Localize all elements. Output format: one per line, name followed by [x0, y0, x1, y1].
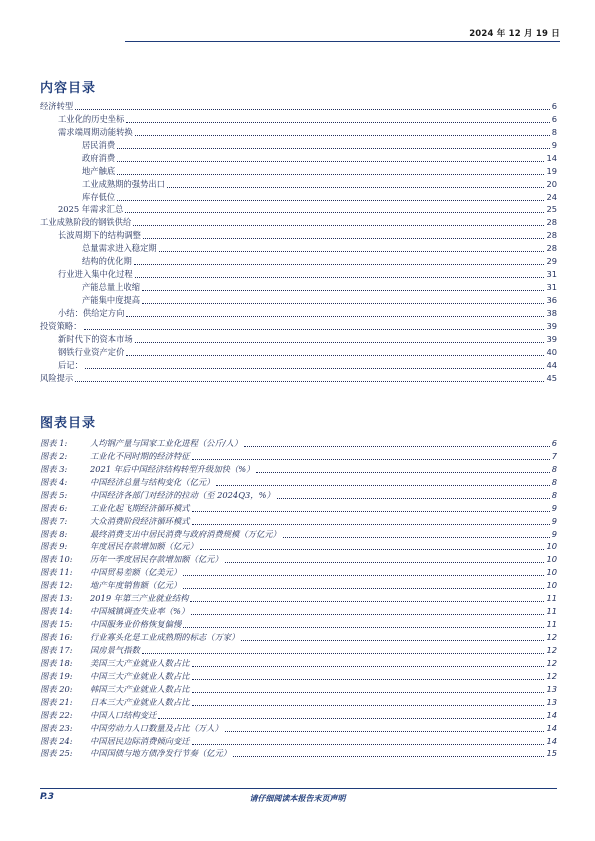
leader-dots	[159, 241, 545, 252]
figure-label: 行业寡头化是工业成熟期的标志（万家）	[90, 632, 240, 642]
figure-page: 14	[546, 709, 557, 720]
toc-entry-label: 钢铁行业资产定价	[58, 346, 125, 357]
figure-number: 图表 13:	[40, 593, 73, 604]
figure-entry[interactable]	[40, 565, 557, 578]
figure-entry[interactable]	[40, 721, 557, 734]
leader-dots	[200, 539, 545, 550]
page-number: P.3	[40, 792, 54, 802]
toc-entry-label: 后记：	[58, 359, 83, 370]
leader-dots	[183, 565, 544, 576]
figure-page: 10	[546, 554, 557, 565]
leader-dots	[117, 138, 550, 149]
toc-entry[interactable]	[40, 215, 557, 228]
leader-dots	[143, 228, 544, 239]
toc-entry-label: 小结：供给定方向	[58, 307, 125, 318]
figure-label: 工业化起飞期经济循环模式	[90, 502, 190, 513]
figure-label: 中国居民边际消费倾向变迁	[90, 735, 190, 746]
toc-entry-label: 地产触底	[82, 165, 116, 176]
toc-entry[interactable]	[40, 203, 557, 216]
figure-number: 图表 19:	[40, 670, 73, 681]
figure-label: 中国人口结构变迁	[90, 709, 157, 720]
toc-title: 内容目录	[40, 81, 97, 96]
leader-dots	[142, 280, 544, 291]
figure-page: 8	[551, 489, 557, 500]
figure-entry[interactable]	[40, 462, 557, 475]
toc-entry-page: 14	[546, 152, 557, 163]
toc-entry-label: 工业成熟期的强势出口	[82, 178, 165, 189]
figure-entry[interactable]	[40, 643, 557, 656]
leader-dots	[183, 578, 544, 589]
figure-page: 8	[551, 476, 557, 487]
figure-entry[interactable]	[40, 695, 557, 708]
figure-number: 图表 17:	[40, 644, 73, 655]
leader-dots	[183, 617, 544, 628]
toc-entry-label: 新时代下的资本市场	[58, 333, 133, 344]
toc-entry-page: 39	[546, 333, 557, 344]
toc-entry-page: 28	[546, 243, 557, 254]
toc-entry-label: 工业化的历史坐标	[58, 113, 125, 124]
figure-label: 工业化不同时期的经济特征	[90, 450, 190, 461]
leader-dots	[283, 527, 550, 538]
leader-dots	[192, 682, 545, 693]
toc-entry-label: 总量需求进入稳定期	[82, 243, 157, 254]
toc-entry-page: 36	[546, 295, 557, 305]
toc-entry-label: 投资策略：	[40, 320, 82, 331]
figure-label: 最终消费支出中居民消费与政府消费规模（万亿元）	[90, 528, 281, 539]
figure-entry[interactable]	[40, 656, 557, 669]
leader-dots	[126, 112, 549, 123]
leader-dots	[117, 164, 544, 175]
figure-page: 11	[546, 606, 557, 617]
figure-page: 9	[551, 515, 557, 526]
leader-dots	[84, 319, 545, 330]
leader-dots	[233, 746, 544, 757]
toc-entry-page: 25	[546, 204, 557, 215]
toc-entry-page: 28	[546, 230, 557, 241]
figure-label: 2021 年后中国经济结构转型升级加快（%）	[90, 463, 255, 474]
figure-label: 2019 年第三产业就业结构	[90, 593, 189, 604]
toc-entry[interactable]	[40, 280, 557, 293]
leader-dots	[117, 190, 544, 201]
disclaimer-note: 请仔细阅读本报告末页声明	[249, 793, 346, 803]
figure-number: 图表 25:	[40, 748, 73, 759]
leader-dots	[167, 177, 544, 188]
figure-label: 地产年度销售额（亿元）	[90, 580, 182, 591]
figure-number: 图表 23:	[40, 722, 73, 733]
figure-entry[interactable]	[40, 514, 557, 527]
figure-entry[interactable]	[40, 604, 557, 617]
leader-dots	[117, 151, 544, 162]
figure-page: 14	[546, 722, 557, 733]
toc-entry-label: 2025 年需求汇总	[58, 204, 124, 215]
figure-label: 中国贸易差额（亿美元）	[90, 567, 182, 578]
figure-entry[interactable]	[40, 682, 557, 695]
toc-entry[interactable]	[40, 138, 557, 151]
figure-number: 图表 3:	[40, 463, 68, 474]
figure-entry[interactable]	[40, 630, 557, 643]
leader-dots	[125, 202, 544, 213]
leader-dots	[75, 99, 550, 110]
leader-dots	[225, 721, 545, 732]
leader-dots	[190, 591, 544, 602]
figure-number: 图表 9:	[40, 541, 68, 552]
leader-dots	[133, 215, 544, 226]
figure-page: 15	[546, 748, 557, 759]
figure-number: 图表 2:	[40, 450, 68, 461]
figure-page: 9	[551, 502, 557, 513]
toc-entry[interactable]	[40, 228, 557, 241]
figure-page: 11	[546, 619, 557, 630]
figure-label: 历年一季度居民存款增加额（亿元）	[90, 554, 223, 565]
figure-number: 图表 11:	[40, 567, 73, 578]
figure-label: 中国三大产业就业人数占比	[90, 670, 190, 681]
figure-entry[interactable]	[40, 449, 557, 462]
toc-entry-page: 38	[546, 307, 557, 318]
toc-entry-label: 政府消费	[82, 152, 116, 163]
toc-entry-page: 24	[546, 191, 557, 202]
figure-page: 12	[546, 632, 557, 642]
toc-entry-label: 工业成熟阶段的钢铁供给	[40, 217, 132, 228]
leader-dots	[216, 475, 549, 486]
leader-dots	[191, 604, 544, 615]
toc-entry-page: 28	[546, 217, 557, 228]
figure-page: 14	[546, 735, 557, 746]
figure-label: 人均钢产量与国家工业化进程（公斤/人）	[90, 437, 243, 448]
toc-entry[interactable]	[40, 306, 557, 319]
toc-entry-page: 39	[546, 320, 557, 331]
figure-label: 年度居民存款增加额（亿元）	[90, 541, 198, 552]
leader-dots	[135, 332, 545, 343]
toc-entry-page: 31	[546, 269, 557, 280]
figure-page: 10	[546, 580, 557, 591]
toc-entry-label: 风险提示	[40, 372, 74, 383]
figure-entry[interactable]	[40, 540, 557, 553]
toc-entry-page: 6	[551, 100, 557, 111]
figure-number: 图表 21:	[40, 696, 73, 707]
figure-number: 图表 4:	[40, 476, 68, 487]
figure-number: 图表 16:	[40, 632, 73, 642]
figure-entry[interactable]	[40, 527, 557, 540]
figure-page: 13	[546, 696, 557, 707]
figure-label: 中国经济各部门对经济的拉动（至 2024Q3，%）	[90, 489, 275, 500]
figure-label: 日本三大产业就业人数占比	[90, 696, 190, 707]
toc-entry-label: 产能集中度提高	[82, 295, 141, 305]
toc-entry-label: 长波周期下的结构调整	[58, 230, 141, 241]
leader-dots	[192, 734, 545, 745]
leader-dots	[75, 371, 544, 382]
toc-entry-page: 45	[546, 372, 557, 383]
toc-entry[interactable]	[40, 293, 557, 306]
leader-dots	[277, 488, 550, 499]
figure-list	[40, 436, 557, 759]
leader-dots	[192, 695, 545, 706]
figure-page: 11	[546, 593, 557, 604]
toc-entry[interactable]	[40, 125, 557, 138]
toc-entry-page: 20	[546, 178, 557, 189]
figure-page: 13	[546, 683, 557, 694]
toc-entry-label: 产能总量上收缩	[82, 282, 141, 293]
figure-number: 图表 20:	[40, 683, 73, 694]
figure-page: 10	[546, 541, 557, 552]
figure-entry[interactable]	[40, 734, 557, 747]
figure-entry[interactable]	[40, 747, 557, 760]
toc-entry[interactable]	[40, 358, 557, 371]
toc-entry-page: 19	[546, 165, 557, 176]
figure-entry[interactable]	[40, 617, 557, 630]
figure-number: 图表 1:	[40, 437, 68, 448]
figure-entry[interactable]	[40, 591, 557, 604]
toc-entry[interactable]	[40, 345, 557, 358]
figure-page: 12	[546, 657, 557, 668]
figure-number: 图表 22:	[40, 709, 73, 720]
toc-entry-page: 29	[546, 256, 557, 267]
figure-label: 韩国三大产业就业人数占比	[90, 683, 190, 694]
figure-label: 美国三大产业就业人数占比	[90, 657, 190, 668]
toc-entry-page: 9	[551, 139, 557, 150]
toc-entry-page: 8	[551, 126, 557, 137]
leader-dots	[225, 552, 545, 563]
leader-dots	[192, 514, 550, 525]
leader-dots	[192, 449, 550, 460]
toc-entry[interactable]	[40, 177, 557, 190]
figure-number: 图表 6:	[40, 502, 68, 513]
toc-entry[interactable]	[40, 164, 557, 177]
toc-entry[interactable]	[40, 241, 557, 254]
toc-entry-label: 库存低位	[82, 191, 116, 202]
figure-page: 7	[551, 450, 557, 461]
figure-entry[interactable]	[40, 488, 557, 501]
figure-page: 8	[551, 463, 557, 474]
figure-page: 6	[551, 437, 557, 448]
figure-page: 10	[546, 567, 557, 578]
header-divider	[125, 41, 560, 42]
figure-label: 大众消费阶段经济循环模式	[90, 515, 190, 526]
figure-entry[interactable]	[40, 708, 557, 721]
figure-number: 图表 7:	[40, 515, 68, 526]
figure-number: 图表 10:	[40, 554, 73, 565]
toc-entry-label: 行业进入集中化过程	[58, 269, 133, 280]
figure-number: 图表 15:	[40, 619, 73, 630]
leader-dots	[158, 708, 544, 719]
toc-entry[interactable]	[40, 99, 557, 112]
figure-entry[interactable]	[40, 436, 557, 449]
figure-number: 图表 18:	[40, 657, 73, 668]
toc-entry-label: 居民消费	[82, 139, 116, 150]
figure-label: 中国服务业价格恢复偏慢	[90, 619, 182, 630]
figure-entry[interactable]	[40, 578, 557, 591]
toc-entry-page: 44	[546, 359, 557, 370]
toc-entry[interactable]	[40, 371, 557, 384]
toc-entry-page: 6	[551, 113, 557, 124]
figure-entry[interactable]	[40, 552, 557, 565]
leader-dots	[192, 669, 545, 680]
leader-dots	[85, 358, 545, 369]
figure-label: 中国劳动力人口数量及占比（万人）	[90, 722, 223, 733]
figure-page: 9	[551, 528, 557, 539]
figure-entry[interactable]	[40, 669, 557, 682]
figures-title: 图表目录	[40, 416, 97, 431]
figure-label: 中国经济总量与结构变化（亿元）	[90, 476, 215, 487]
figure-label: 中国城镇调查失业率（%）	[90, 606, 190, 617]
leader-dots	[135, 267, 545, 278]
toc-entry-label: 需求端周期动能转换	[58, 126, 133, 137]
figure-page: 12	[546, 644, 557, 655]
leader-dots	[192, 656, 545, 667]
leader-dots	[126, 345, 544, 356]
toc-entry[interactable]	[40, 151, 557, 164]
toc-entry[interactable]	[40, 112, 557, 125]
toc-entry-page: 31	[546, 282, 557, 293]
figure-number: 图表 12:	[40, 580, 73, 591]
figure-number: 图表 14:	[40, 606, 73, 617]
table-of-contents	[40, 99, 557, 384]
leader-dots	[142, 293, 544, 304]
leader-dots	[135, 125, 550, 136]
toc-entry-page: 40	[546, 346, 557, 357]
toc-entry[interactable]	[40, 267, 557, 280]
figure-entry[interactable]	[40, 501, 557, 514]
footer-divider	[40, 788, 557, 789]
leader-dots	[142, 643, 545, 654]
leader-dots	[134, 254, 545, 265]
toc-entry-label: 经济转型	[40, 100, 74, 111]
toc-entry[interactable]	[40, 319, 557, 332]
report-date: 2024 年 12 月 19 日	[469, 29, 560, 39]
leader-dots	[244, 436, 550, 447]
leader-dots	[241, 630, 544, 641]
figure-number: 图表 5:	[40, 489, 68, 500]
leader-dots	[256, 462, 549, 473]
figure-page: 12	[546, 670, 557, 681]
toc-entry[interactable]	[40, 332, 557, 345]
figure-number: 图表 8:	[40, 528, 68, 539]
figure-number: 图表 24:	[40, 735, 73, 746]
figure-label: 国房景气指数	[90, 644, 140, 655]
toc-entry[interactable]	[40, 254, 557, 267]
figure-entry[interactable]	[40, 475, 557, 488]
leader-dots	[126, 306, 544, 317]
leader-dots	[192, 501, 550, 512]
toc-entry-label: 结构的优化期	[82, 256, 132, 267]
figure-label: 中国国债与地方债净发行节奏（亿元）	[90, 748, 232, 759]
toc-entry[interactable]	[40, 190, 557, 203]
